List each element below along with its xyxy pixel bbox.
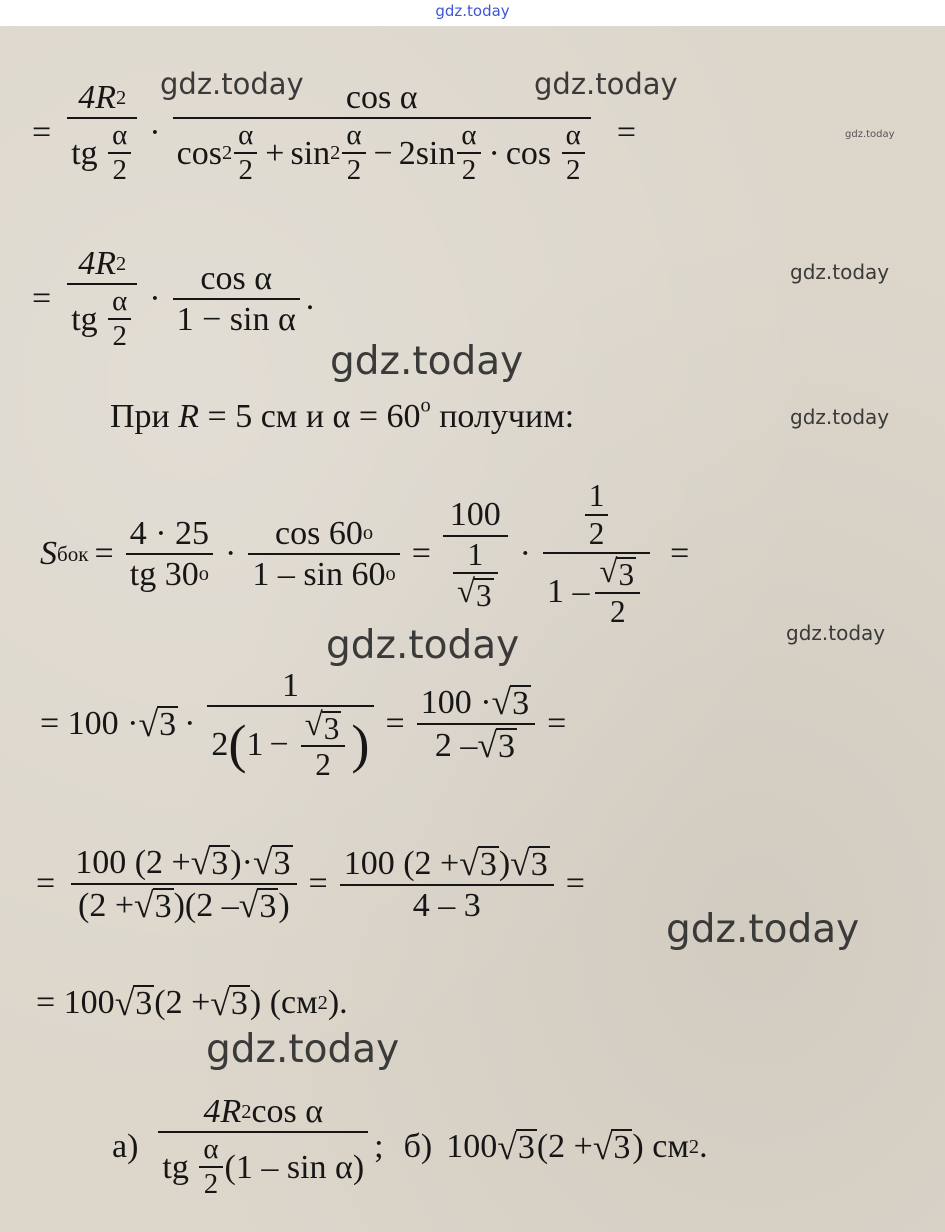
watermark: gdz.today [666,907,860,952]
watermark: gdz.today [330,339,524,384]
watermark: gdz.today [534,67,678,101]
term-4r: 4R [78,79,117,116]
equals-sign: = [32,279,52,317]
equals-sign: = [32,113,52,151]
watermark: gdz.today [845,129,895,140]
answer-a-fraction: 4R 2 cos α tg $\frac{\alpha}{2}$ (1 – sin α) [158,1092,368,1202]
top-watermark: gdz.today [435,2,510,20]
sqrt-3: √ 3 [456,574,492,613]
denominator-sum: cos 2 $\frac{\alpha}{2}$ + sin 2 $\frac{\alpha}{2}$ − 2sin $\frac{\alpha}{2}$ · cos $\frac{\alpha}{2}$ [173,119,591,187]
fraction-cos-over-1-minus-sin: $\frac{\text{cos α}}{\text{1 − sin α}}$ [173,259,300,339]
watermark: gdz.today [206,1027,400,1072]
formula-line-7: = 100 √ 3 (2 + √ 3 ) (см 2 ). [36,983,348,1023]
formula-line-6: = 100 (2 + √ 3 )· √ 3 (2 + √ 3 )(2 – √ 3 ) = 100 (2 + √ 3 ) √ 3 4 – 3 = [36,842,585,926]
text-line-substitution: При R = 5 см и $\alpha = 60^o$ получим: [110,394,575,435]
answer-label-b: б) [403,1127,433,1165]
formula-line-2: = 4R 2 tg $\frac{\alpha}{2}$ · $\frac{\text{cos α}}{\text{1 − sin α}}$ . [32,245,315,353]
watermark: gdz.today [786,621,886,645]
watermark: gdz.today [326,623,520,668]
tg-label: tg [71,134,98,172]
dot-operator: · [149,113,161,151]
watermark: gdz.today [160,67,304,101]
s-symbol: S [40,534,57,572]
answer-line: а) 4R 2 cos α tg $\frac{\alpha}{2}$ (1 – sin α) ; б) 100 √ 3 (2 + √ 3 ) см 2 . [112,1093,708,1201]
fraction-4r2-over-tg: 4R 2 tg $\frac{\alpha}{2}$ [67,78,137,188]
watermark: gdz.today [790,405,890,429]
top-bar [0,0,945,26]
formula-line-5: = 100 · √ 3 · 1 2 ( 1 − √ 3 2 ) = 100 · √ 3 2 – √ 3 = [40,667,567,782]
answer-label-a: а) [112,1127,139,1165]
formula-line-4: S бок = 4 · 25 tg 30 o · cos 60 o 1 – sin 60 o = 100 1 √ 3 · $\frac{1}{2}$ 1 – √ 3 2 = [40,478,690,629]
numerator-cos-alpha: cos α [345,79,418,116]
alpha-over-2: $\frac{\alpha}{2}$ [108,119,131,187]
equals-sign: = [616,113,636,151]
watermark: gdz.today [790,260,890,284]
